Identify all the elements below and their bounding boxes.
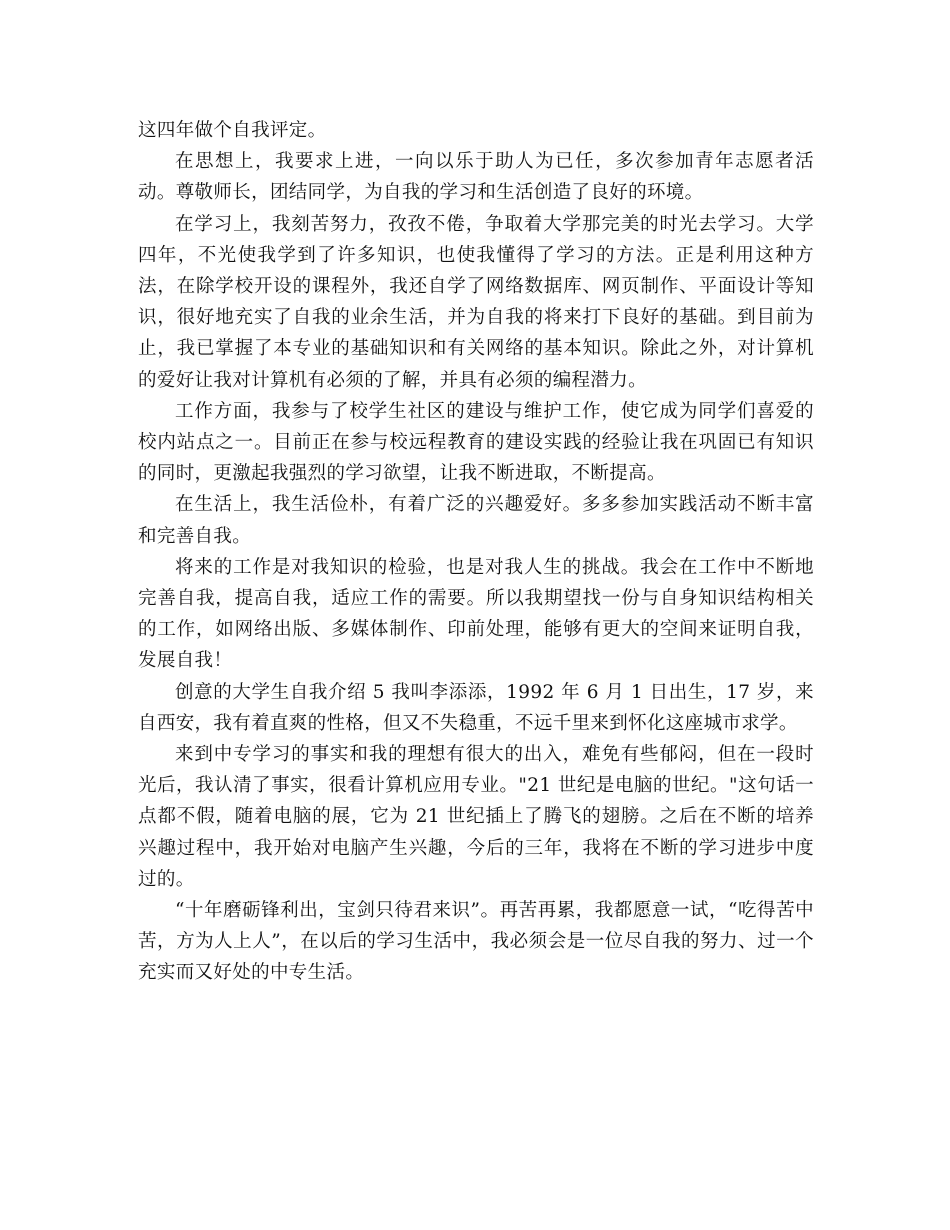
paragraph-5: 在生活上，我生活俭朴，有着广泛的兴趣爱好。多多参加实践活动不断丰富和完善自我。 (138, 494, 814, 547)
paragraph-2: 在思想上，我要求上进，一向以乐于助人为已任，多次参加青年志愿者活动。尊敬师长，团结同学，为自我的学习和生活创造了良好的环境。 (138, 151, 814, 204)
paragraph-3: 在学习上，我刻苦努力，孜孜不倦，争取着大学那完美的时光去学习。大学四年，不光使我学到了许多知识，也使我懂得了学习的方法。正是利用这种方法，在除学校开设的课程外，我还自学了网络数据库、网页制作、平面设计等知识，很好地充实了自我的业余生活，并为自我的将来打下良好的基础。到目前为止，我已掌握了本专业的基础知识和有关网络的基本知识。除此之外，对计算机的爱好让我对计算机有必须的了解，并具有必须的编程潜力。 (138, 213, 814, 391)
paragraph-7: 创意的大学生自我介绍 5 我叫李添添，1992 年 6 月 1 日出生，17 岁，来自西安，我有着直爽的性格，但又不失稳重，不远千里来到怀化这座城市求学。 (138, 681, 814, 734)
paragraph-9: “十年磨砺锋利出，宝剑只待君来识”。再苦再累，我都愿意一试，“吃得苦中苦，方为人上人”，在以后的学习生活中，我必须会是一位尽自我的努力、过一个充实而又好处的中专生活。 (138, 900, 814, 984)
document-body (138, 115, 814, 989)
paragraph-4: 工作方面，我参与了校学生社区的建设与维护工作，使它成为同学们喜爱的校内站点之一。目前正在参与校远程教育的建设实践的经验让我在巩固已有知识的同时，更激起我强烈的学习欲望，让我不断进取，不断提高。 (138, 400, 814, 485)
paragraph-6: 将来的工作是对我知识的检验，也是对我人生的挑战。我会在工作中不断地完善自我，提高自我，适应工作的需要。所以我期望找一份与自身知识结构相关的工作，如网络出版、多媒体制作、印前处理，能够有更大的空间来证明自我，发展自我！ (138, 556, 814, 672)
paragraph-8: 来到中专学习的事实和我的理想有很大的出入，难免有些郁闷，但在一段时光后，我认清了事实，很看计算机应用专业。"21 世纪是电脑的世纪。"这句话一点都不假，随着电脑的展，它为 21 世纪插上了腾飞的翅膀。之后在不断的培养兴趣过程中，我开始对电脑产生兴趣，今后的三年，我将在不断的学习进步中度过的。 (138, 744, 814, 890)
paragraph-1: 这四年做个自我评定。 (138, 120, 327, 141)
